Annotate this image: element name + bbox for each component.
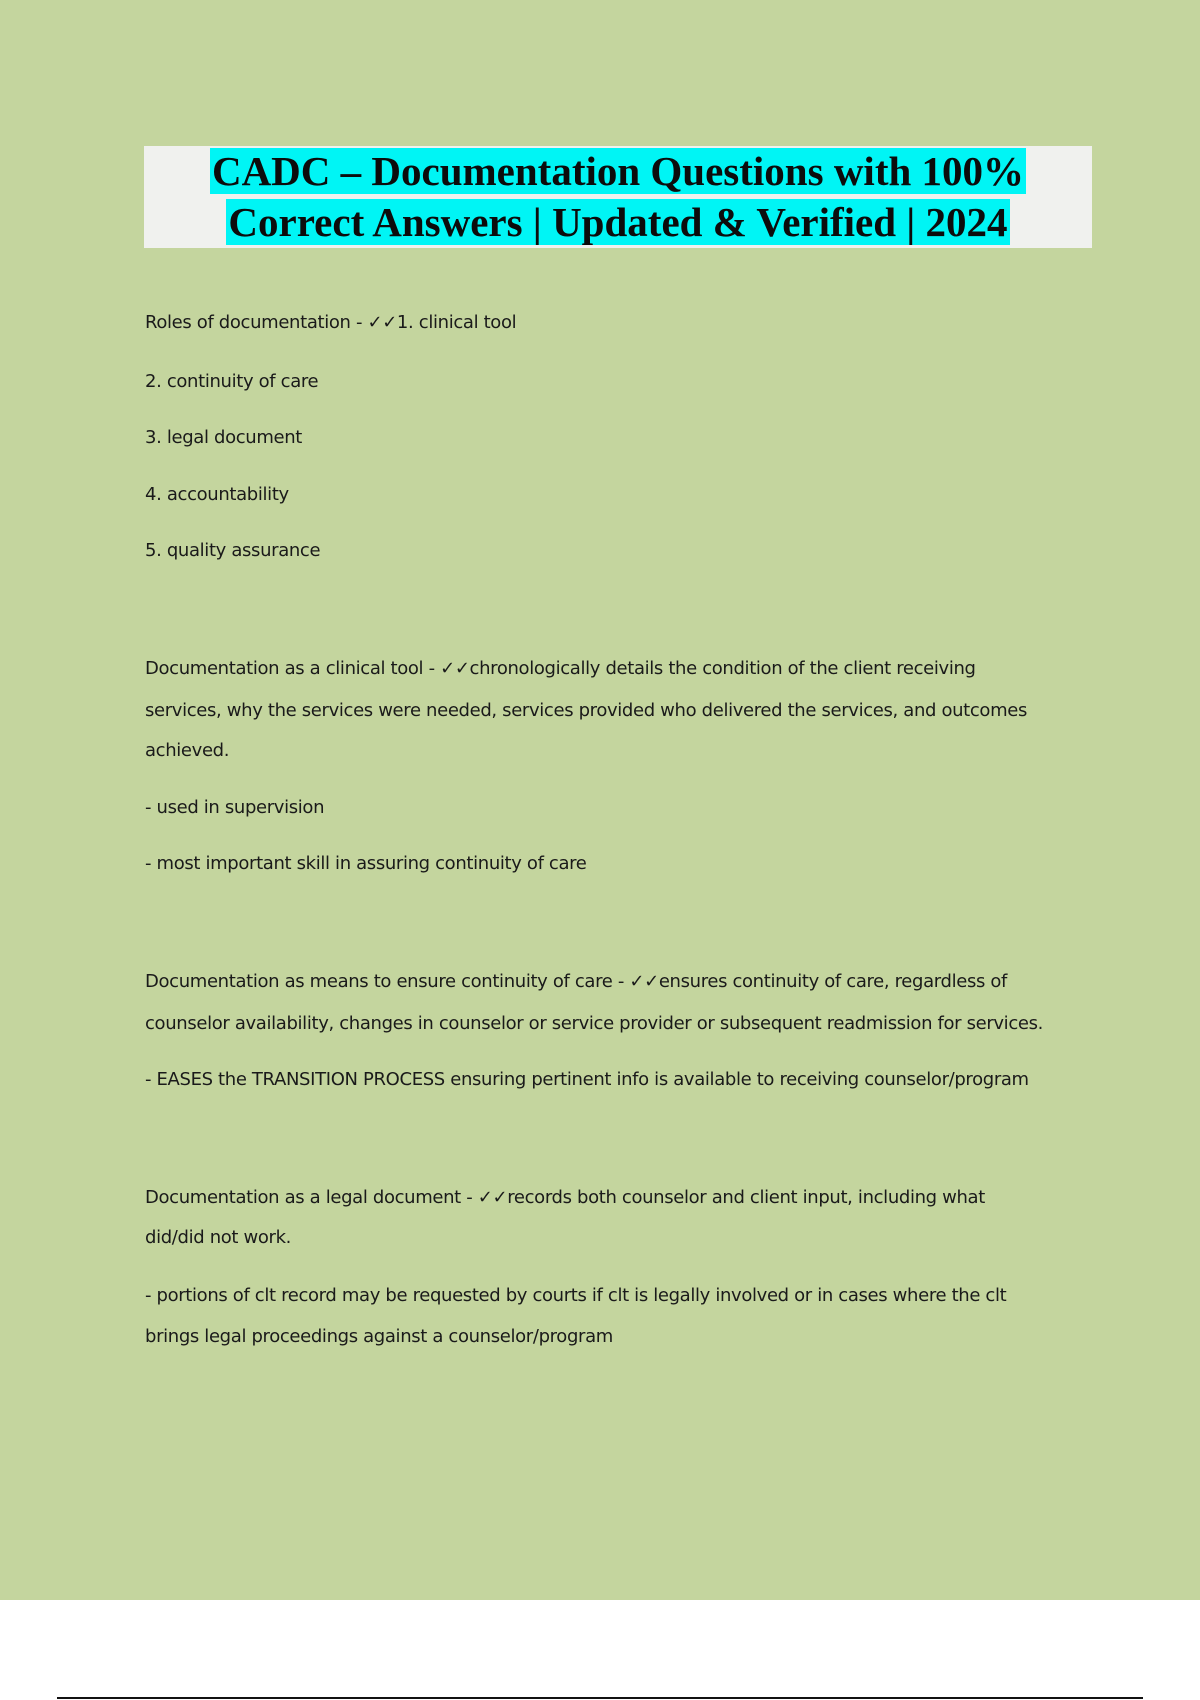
footer-divider <box>57 1697 1143 1699</box>
qa-line: 2. continuity of care <box>145 371 319 392</box>
qa-line: brings legal proceedings against a counselor/program <box>145 1326 613 1347</box>
qa-line: counselor availability, changes in counselor or service provider or subsequent readmission for services. <box>145 1013 1043 1034</box>
qa-line: Roles of documentation - ✓✓1. clinical tool <box>145 312 517 333</box>
title-line-1: CADC – Documentation Questions with 100% <box>211 148 1025 194</box>
qa-line: Documentation as means to ensure continuity of care - ✓✓ensures continuity of care, regardless of <box>145 971 1008 992</box>
qa-line: achieved. <box>145 740 230 761</box>
qa-line: Documentation as a legal document - ✓✓records both counselor and client input, including what <box>145 1187 985 1208</box>
document-title <box>144 146 1092 248</box>
qa-line: 3. legal document <box>145 427 303 448</box>
qa-line: - portions of clt record may be requested by courts if clt is legally involved or in cases where the clt <box>145 1285 1007 1306</box>
qa-line: - EASES the TRANSITION PROCESS ensuring pertinent info is available to receiving counselor/program <box>145 1069 1029 1090</box>
qa-line: 4. accountability <box>145 484 289 505</box>
qa-line: services, why the services were needed, services provided who delivered the services, and outcomes <box>145 700 1028 721</box>
title-line-2: Correct Answers | Updated & Verified | 2024 <box>228 199 1008 245</box>
qa-line: Documentation as a clinical tool - ✓✓chronologically details the condition of the client receiving <box>145 658 976 679</box>
qa-line: 5. quality assurance <box>145 540 321 561</box>
qa-line: - used in supervision <box>145 797 325 818</box>
qa-line: - most important skill in assuring continuity of care <box>145 853 587 874</box>
qa-line: did/did not work. <box>145 1227 292 1248</box>
